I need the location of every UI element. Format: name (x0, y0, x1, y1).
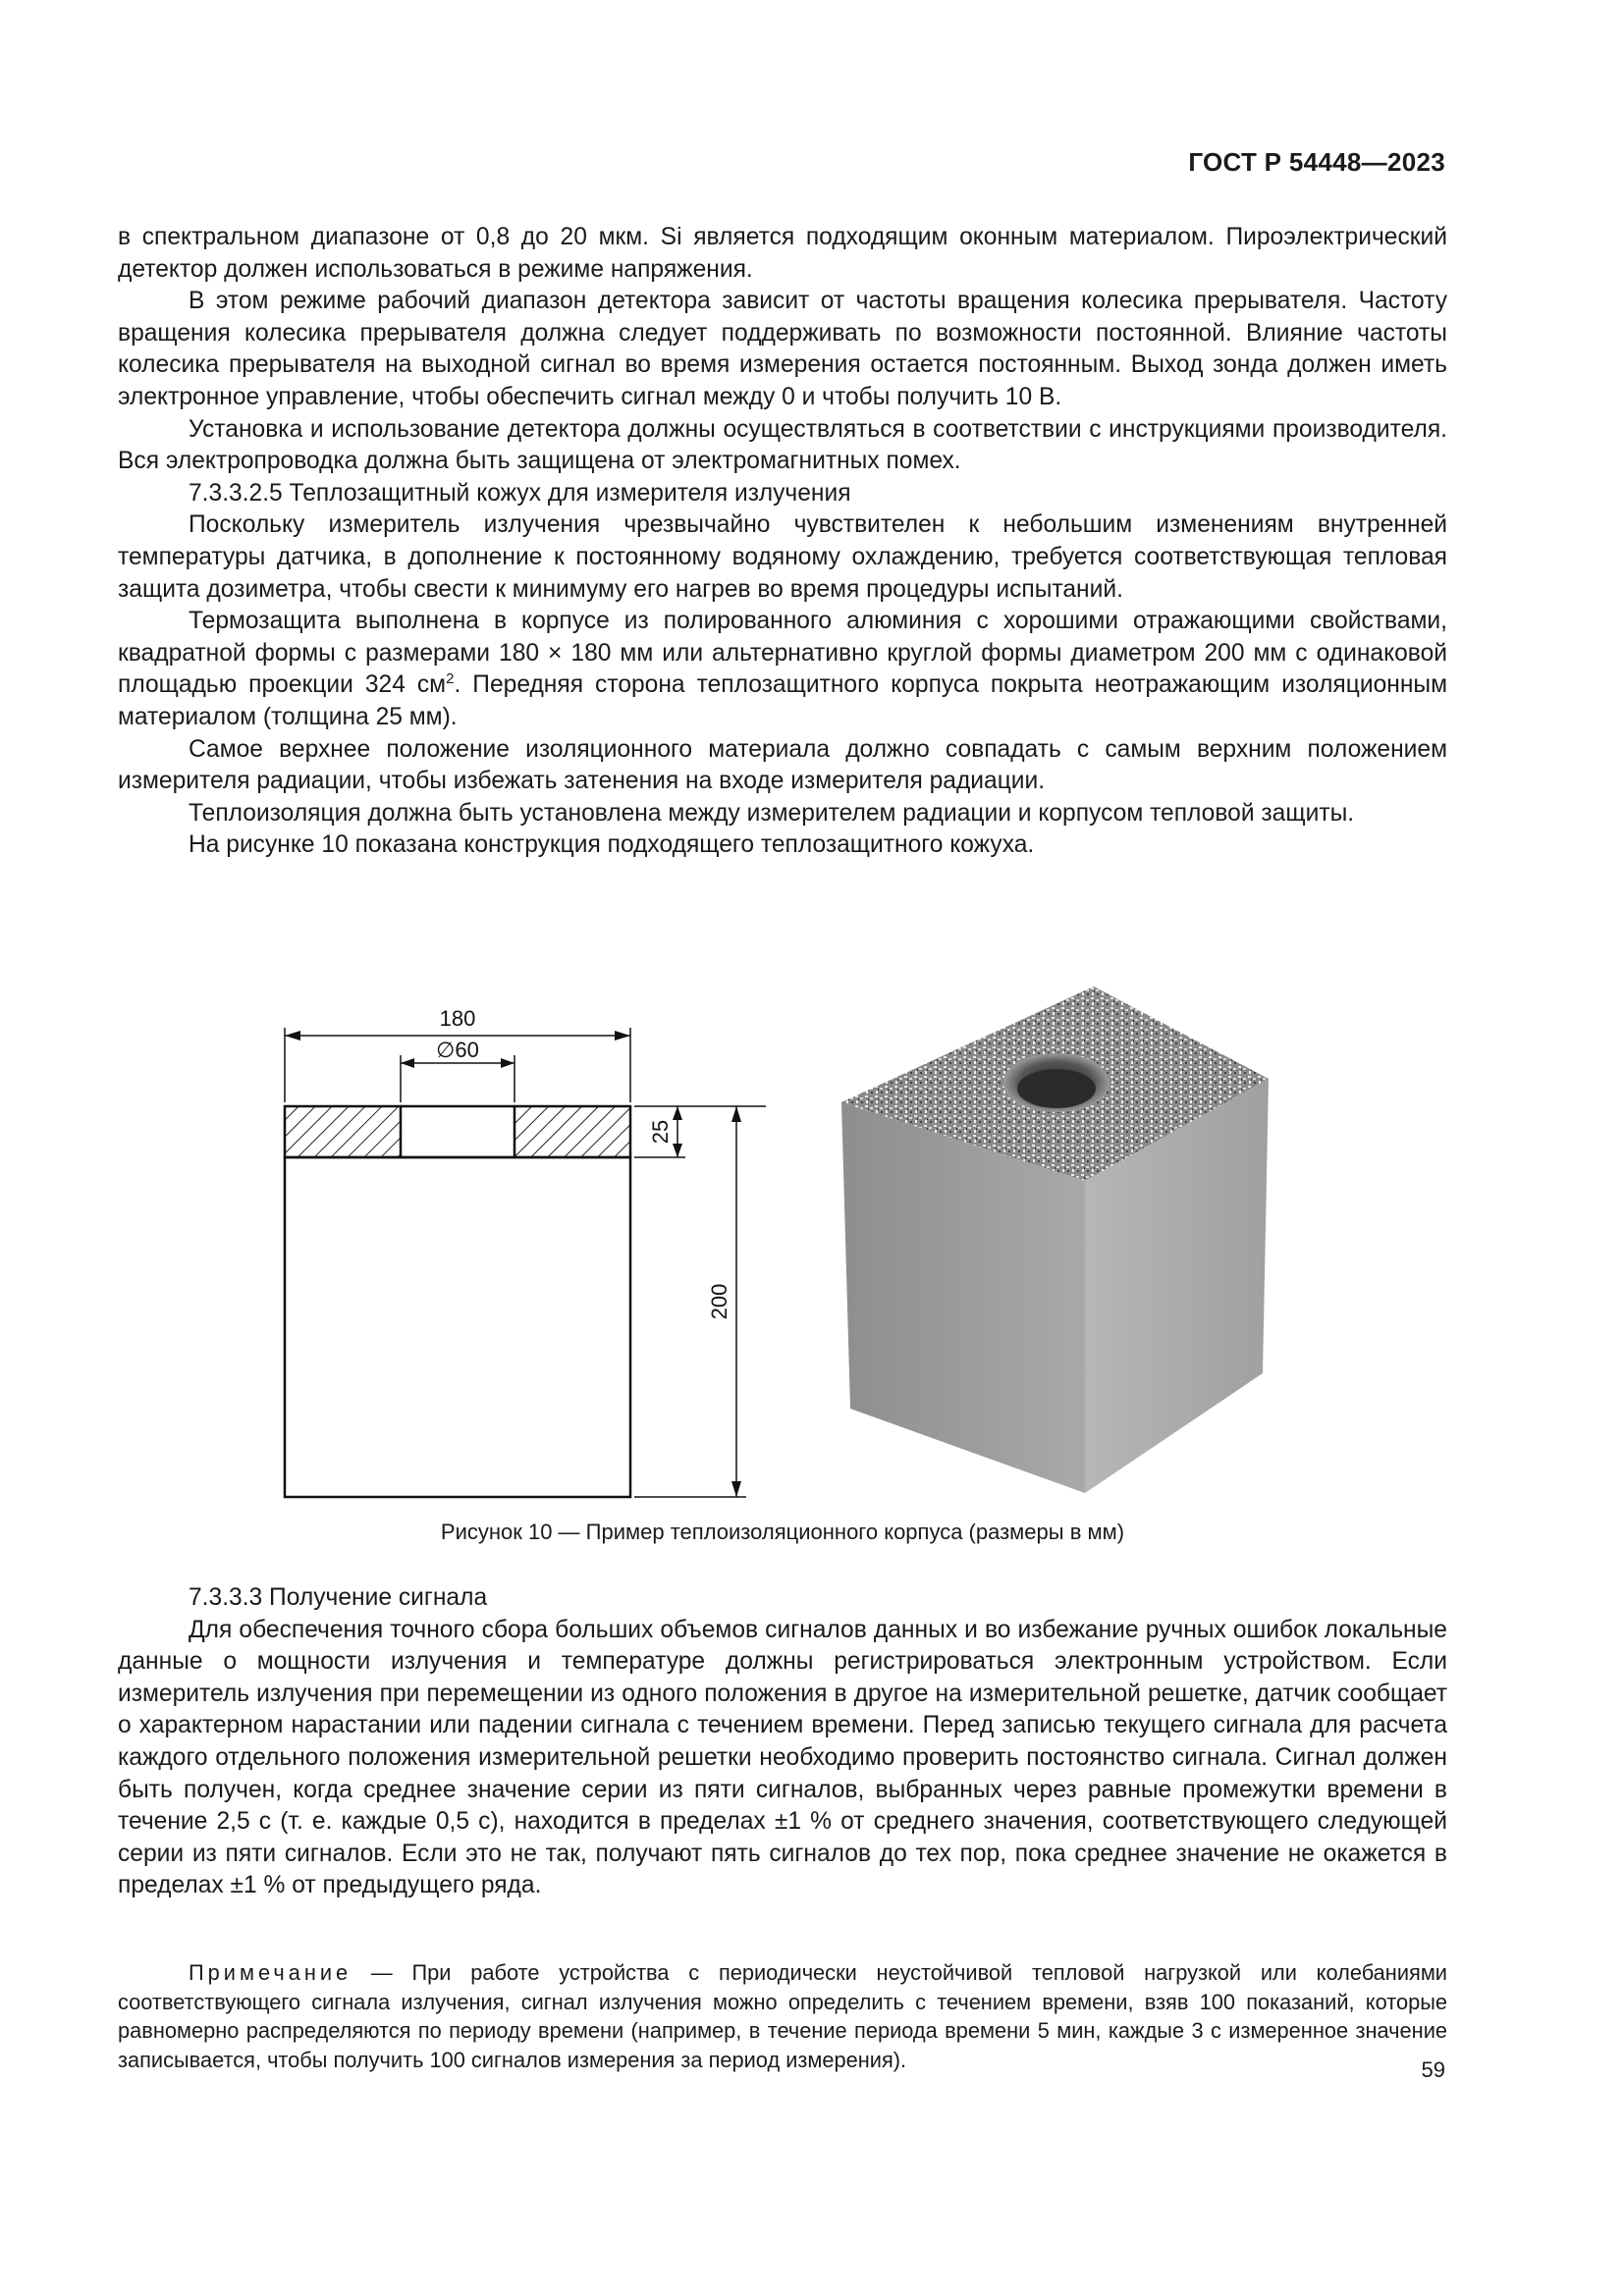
figure-10-drawing (118, 987, 1447, 1517)
hole-depth (1017, 1069, 1096, 1108)
dim-hole-label: ∅60 (436, 1038, 479, 1062)
paragraph: Теплоизоляция должна быть установлена между измерителем радиации и корпусом тепловой защиты. (189, 799, 1355, 827)
paragraph: Установка и использование детектора должны осуществляться в соответствии с инструкциями производителя. Вся электропроводка должна быть защищена от электромагнитных помех. (118, 415, 1447, 475)
page-number: 59 (1421, 2057, 1445, 2082)
dim-height-label: 200 (707, 1283, 731, 1320)
insulation-left-hatch (285, 1106, 401, 1157)
superscript: 2 (446, 670, 455, 688)
paragraph-part: Термозащита выполнена в корпусе из полированного алюминия с хорошими отражающими свойствами, квадратной формы с размерами 180 × 180 мм или альтернативно круглой формы диаметром 200 мм с одинаковой площадью проекции 324 см (118, 608, 1447, 699)
paragraph: в спектральном диапазоне от 0,8 до 20 мкм. Si является подходящим оконным материалом. Пироэлектрический детектор должен использоваться в режиме напряжения. (118, 224, 1447, 283)
section-drawing (285, 1006, 766, 1497)
paragraph: Поскольку измеритель излучения чрезвычайно чувствителен к небольшим изменениям внутренней температуры датчика, в дополнение к постоянному водяному охлаждению, требуется соответствующая тепловая защита дозиметра, чтобы свести к минимуму его нагрев во время процедуры испытаний. (118, 511, 1447, 603)
figure-caption: Рисунок 10 — Пример теплоизоляционного корпуса (размеры в мм) (440, 1520, 1125, 1544)
paragraph: На рисунке 10 показана конструкция подходящего теплозащитного кожуха. (189, 831, 1035, 859)
note-text: — При работе устройства с периодически неустойчивой тепловой нагрузкой или колебаниями соответствующего сигнала излучения, сигнал излучения можно определить с течением времени, взяв 100 показаний, которые равномерно распределяются по периоду времени (например, в течение периода времени 5 мин, каждые 3 с измеренное значение записывается, чтобы получить 100 сигналов измерения за период измерения). (118, 1960, 1447, 2072)
section-heading-7-3-3-3: 7.3.3.3 Получение сигнала (189, 1584, 488, 1611)
paragraph-part: . Передняя сторона теплозащитного корпуса покрыта неотражающим изоляционным материалом (толщина 25 мм). (118, 671, 1447, 730)
dim-width-label: 180 (439, 1006, 476, 1031)
body-text-bottom (118, 1582, 1447, 1902)
section-heading-7-3-3-2-5: 7.3.3.2.5 Теплозащитный кожух для измерителя излучения (189, 479, 851, 507)
note-paragraph (118, 1958, 1447, 2074)
paragraph: В этом режиме рабочий диапазон детектора зависит от частоты вращения колесика прерывателя. Частоту вращения колесика прерывателя должна следует поддерживать по возможности постоянной. Влияние частоты колесика прерывателя на выходной сигнал во время измерения остается постоянным. Выход зонда должен иметь электронное управление, чтобы обеспечить сигнал между 0 и чтобы получить 10 В. (118, 288, 1447, 410)
figure-10 (118, 987, 1447, 1517)
body-text-top (118, 222, 1447, 862)
paragraph: Для обеспечения точного сбора больших объемов сигналов данных и во избежание ручных ошибок локальные данные о мощности излучения и температуре должны регистрироваться электронным устройством. Если измеритель излучения при перемещении из одного положения в другое на измерительной решетке, датчик сообщает о характерном нарастании или падении сигнала с течением времени. Перед записью текущего сигнала для расчета каждого отдельного положения измерительной решетки необходимо проверить постоянство сигнала. Сигнал должен быть получен, когда среднее значение серии из пяти сигналов, выбранных через равные промежутки времени в течение 2,5 с (т. е. каждые 0,5 с), находится в пределах ±1 % от среднего значения, соответствующего следующей серии из пяти сигналов. Если это не так, получают пять сигналов до тех пор, пока среднее значение не окажется в пределах ±1 % от предыдущего ряда. (118, 1616, 1447, 1899)
housing-3d-render (841, 987, 1269, 1493)
paragraph-thermal-protection (118, 606, 1447, 733)
document-header: ГОСТ Р 54448—2023 (1188, 147, 1445, 177)
insulation-right-hatch (514, 1106, 630, 1157)
note-block (118, 1958, 1447, 2074)
housing-outline (285, 1157, 630, 1497)
note-label: Примечание (189, 1960, 352, 1985)
dim-top-label: 25 (648, 1119, 673, 1145)
paragraph: Самое верхнее положение изоляционного материала должно совпадать с самым верхним положением измерителя радиации, чтобы избежать затенения на входе измерителя радиации. (118, 735, 1447, 795)
